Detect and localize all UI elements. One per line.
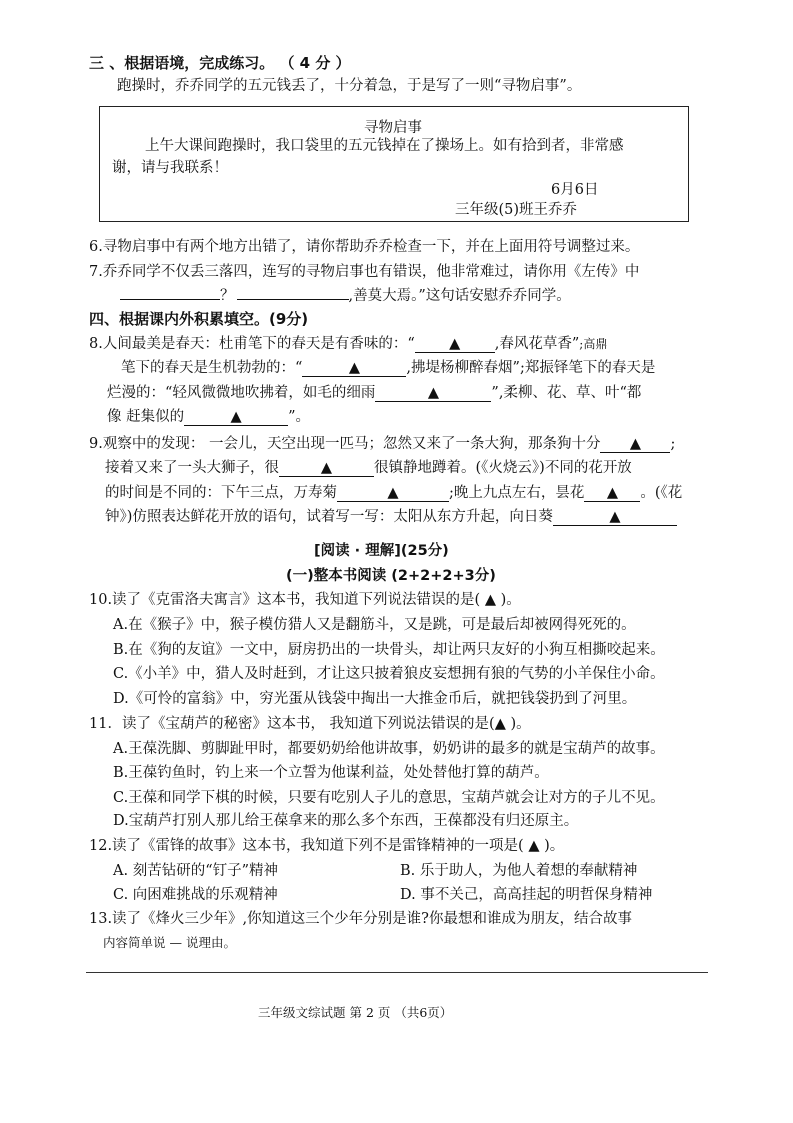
question-7-line1: 7.乔乔同学不仅丢三落四，连写的寻物启事也有错误，他非常难过，请你用《左传》中 xyxy=(89,264,640,280)
answer-blank[interactable]: ▲ xyxy=(375,386,491,402)
question-9-line3: 的时间是不同的：下午三点，万寿菊 ▲ ;晚上九点左右，昙花 ▲ 。(《花 xyxy=(105,485,683,501)
question-11-stem: 11．读了《宝葫芦的秘密》这本书， 我知道下列说法错误的是(▲ )。 xyxy=(89,716,531,732)
question-12-option-d: D. 事不关己，高高挂起的明哲保身精神 xyxy=(400,887,653,903)
question-7-line2: ？ ,善莫大焉。”这句话安慰乔乔同学。 xyxy=(120,284,571,306)
question-8-line1: 8.人间最美是春天：杜甫笔下的春天是有香味的：“ ▲ ,春风花草香”;高鼎 xyxy=(89,336,608,352)
section3-title: 三 、根据语境，完成练习。 （ 4 分 ） xyxy=(89,54,351,72)
question-9-line4: 钟》)仿照表达鲜花开放的语句，试着写一写：太阳从东方升起，向日葵 ▲ xyxy=(105,507,677,527)
answer-blank[interactable] xyxy=(120,284,220,300)
question-11-option-c: C.王葆和同学下棋的时候，只要有吃别人子儿的意思，宝葫芦就会让对方的子儿不见。 xyxy=(113,790,665,806)
answer-blank[interactable]: ▲ xyxy=(415,337,495,353)
notice-date: 6月6日 xyxy=(551,182,599,198)
answer-blank[interactable] xyxy=(237,284,349,300)
answer-blank[interactable]: ▲ xyxy=(600,437,670,453)
question-8-line2: 笔下的春天是生机勃勃的：“ ▲ ,拂堤杨柳醉春烟”;郑振铎笔下的春天是 xyxy=(121,360,656,376)
question-8-line3: 烂漫的：“轻风微微地吹拂着，如毛的细雨 ▲ ”,柔柳、花、草、叶“都 xyxy=(107,385,642,401)
question-8-line4: 像 赶集似的 ▲ ”。 xyxy=(107,409,311,425)
question-12-option-a: A. 刻苦钻研的“钉子”精神 xyxy=(113,863,279,879)
answer-line xyxy=(86,972,708,973)
question-9-line1: 9.观察中的发现： 一会儿，天空出现一匹马；忽然又来了一条大狗，那条狗十分 ▲ ; xyxy=(89,436,676,452)
notice-signature: 三年级(5)班王乔乔 xyxy=(455,202,578,218)
question-10-option-b: B.在《狗的友谊》一文中，厨房扔出的一块骨头，却让两只友好的小狗互相撕咬起来。 xyxy=(113,642,665,658)
answer-blank[interactable]: ▲ xyxy=(279,461,374,477)
answer-blank[interactable]: ▲ xyxy=(184,410,288,426)
question-11-option-b: B.王葆钓鱼时，钓上来一个立誓为他谋利益，处处替他打算的葫芦。 xyxy=(113,765,549,781)
question-11-option-d: D.宝葫芦打别人那儿给王葆拿来的那么多个东西，王葆都没有归还原主。 xyxy=(113,813,579,829)
notice-body-line1: 上午大课间跑操时，我口袋里的五元钱掉在了操场上。如有拾到者，非常感 xyxy=(145,138,624,154)
question-13-line2: 内容简单说 — 说理由。 xyxy=(103,935,236,950)
answer-blank[interactable]: ▲ xyxy=(337,486,449,502)
question-10-option-c: C.《小羊》中，猎人及时赶到，才让这只披着狼皮妄想拥有狼的气势的小羊保住小命。 xyxy=(113,666,665,682)
section4-title: 四、根据课内外积累填空。(9分) xyxy=(89,310,309,328)
notice-title: 寻物启事 xyxy=(364,120,422,136)
question-9-line2: 接着又来了一头大狮子，很 ▲ 很镇静地蹲着。(《火烧云》)不同的花开放 xyxy=(105,460,632,476)
page-footer: 三年级文综试题 第 2 页 （共6页） xyxy=(258,1005,453,1020)
question-11-option-a: A.王葆洗脚、剪脚趾甲时，都要奶奶给他讲故事，奶奶讲的最多的就是宝葫芦的故事。 xyxy=(113,741,665,757)
section3-intro: 跑操时，乔乔同学的五元钱丢了，十分着急，于是写了一则“寻物启事”。 xyxy=(117,78,582,94)
answer-blank[interactable]: ▲ xyxy=(584,486,640,502)
reading-section-title: [阅读 · 理解](25分) xyxy=(314,543,449,559)
question-13-line1: 13.读了《烽火三少年》,你知道这三个少年分别是谁?你最想和谁成为朋友，结合故事 xyxy=(89,911,632,927)
question-6: 6.寻物启事中有两个地方出错了，请你帮助乔乔检查一下，并在上面用符号调整过来。 xyxy=(89,239,640,255)
question-10-stem: 10.读了《克雷洛夫寓言》这本书，我知道下列说法错误的是( ▲ )。 xyxy=(89,592,521,608)
answer-blank[interactable]: ▲ xyxy=(553,510,677,526)
question-12-option-b: B. 乐于助人，为他人着想的奉献精神 xyxy=(400,863,638,879)
question-12-option-c: C. 向困难挑战的乐观精神 xyxy=(113,887,278,903)
question-10-option-a: A.在《猴子》中，猴子模仿猎人又是翻筋斗，又是跳，可是最后却被网得死死的。 xyxy=(113,617,636,633)
notice-body-line2: 谢，请与我联系！ xyxy=(112,160,228,176)
reading-subsection-title: (一)整本书阅读 (2+2+2+3分) xyxy=(286,568,496,584)
answer-blank[interactable]: ▲ xyxy=(302,361,406,377)
question-10-option-d: D.《可怜的富翁》中，穷光蛋从钱袋中掏出一大推金币后，就把钱袋扔到了河里。 xyxy=(113,691,637,707)
question-12-stem: 12.读了《雷锋的故事》这本书，我知道下列不是雷锋精神的一项是( ▲ )。 xyxy=(89,838,565,854)
